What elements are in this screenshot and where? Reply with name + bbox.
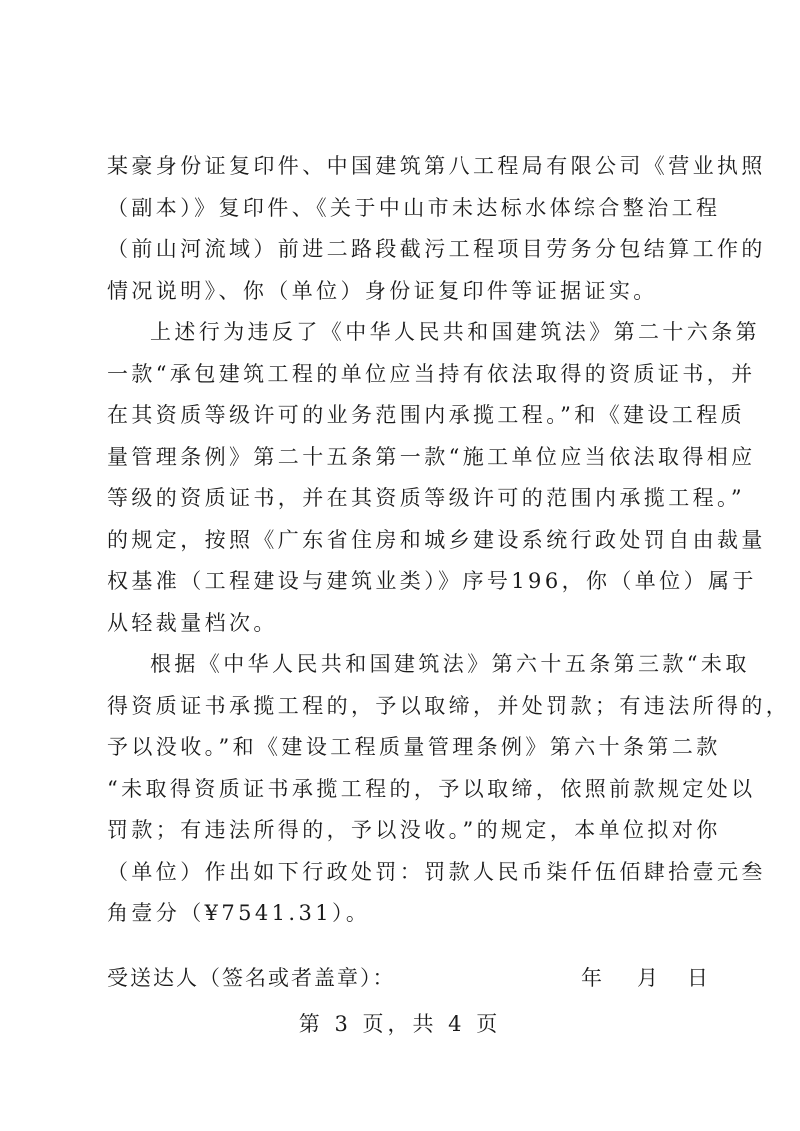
paragraph-line: 权基准（工程建设与建筑业类）》序号196，你（单位）属于 — [107, 569, 757, 593]
paragraph-line: 量管理条例》第二十五条第一款“施工单位应当依法取得相应 — [107, 445, 756, 469]
paragraph-line: （前山河流域）前进二路段截污工程项目劳务分包结算工作的 — [107, 237, 766, 261]
paragraph-line: 予以没收。”和《建设工程质量管理条例》第六十条第二款 — [107, 735, 721, 759]
date-day-label: 日 — [687, 966, 708, 990]
paragraph-line: 在其资质等级许可的业务范围内承揽工程。”和《建设工程质 — [107, 403, 746, 427]
paragraph-line: （副本）》复印件、《关于中山市未达标水体综合整治工程 — [107, 196, 721, 220]
paragraph-line: 情况说明》、你（单位）身份证复印件等证据证实。 — [107, 279, 658, 303]
paragraph-line: 从轻裁量档次。 — [107, 611, 278, 635]
paragraph-line: 角壹分（¥7541.31）。 — [107, 901, 371, 925]
paragraph-line: 上述行为违反了《中华人民共和国建筑法》第二十六条第 — [150, 320, 760, 344]
date-month-label: 月 — [637, 966, 658, 990]
date-year-label: 年 — [581, 966, 602, 990]
paragraph-line: “未取得资质证书承揽工程的，予以取缔，依照前款规定处以 — [107, 777, 756, 801]
paragraph-line: 根据《中华人民共和国建筑法》第六十五条第三款“未取 — [150, 652, 750, 676]
paragraph-line: 的规定，按照《广东省住房和城乡建设系统行政处罚自由裁量 — [107, 528, 766, 552]
paragraph-line: 等级的资质证书，并在其资质等级许可的范围内承揽工程。” — [107, 486, 746, 510]
signature-label: 受送达人（签名或者盖章）： — [107, 966, 396, 990]
paragraph-line: 罚款；有违法所得的，予以没收。”的规定，本单位拟对你 — [107, 818, 721, 842]
paragraph-line: 某豪身份证复印件、中国建筑第八工程局有限公司《营业执照 — [107, 154, 766, 178]
page-number-footer: 第 3 页，共 4 页 — [298, 1012, 502, 1036]
paragraph-line: 一款“承包建筑工程的单位应当持有依法取得的资质证书，并 — [107, 362, 756, 386]
paragraph-line: （单位）作出如下行政处罚：罚款人民币柒仟伍佰肆拾壹元叁 — [107, 860, 766, 884]
signature-row — [107, 964, 707, 992]
paragraph-line: 得资质证书承揽工程的，予以取缔，并处罚款；有违法所得的， — [107, 694, 791, 718]
